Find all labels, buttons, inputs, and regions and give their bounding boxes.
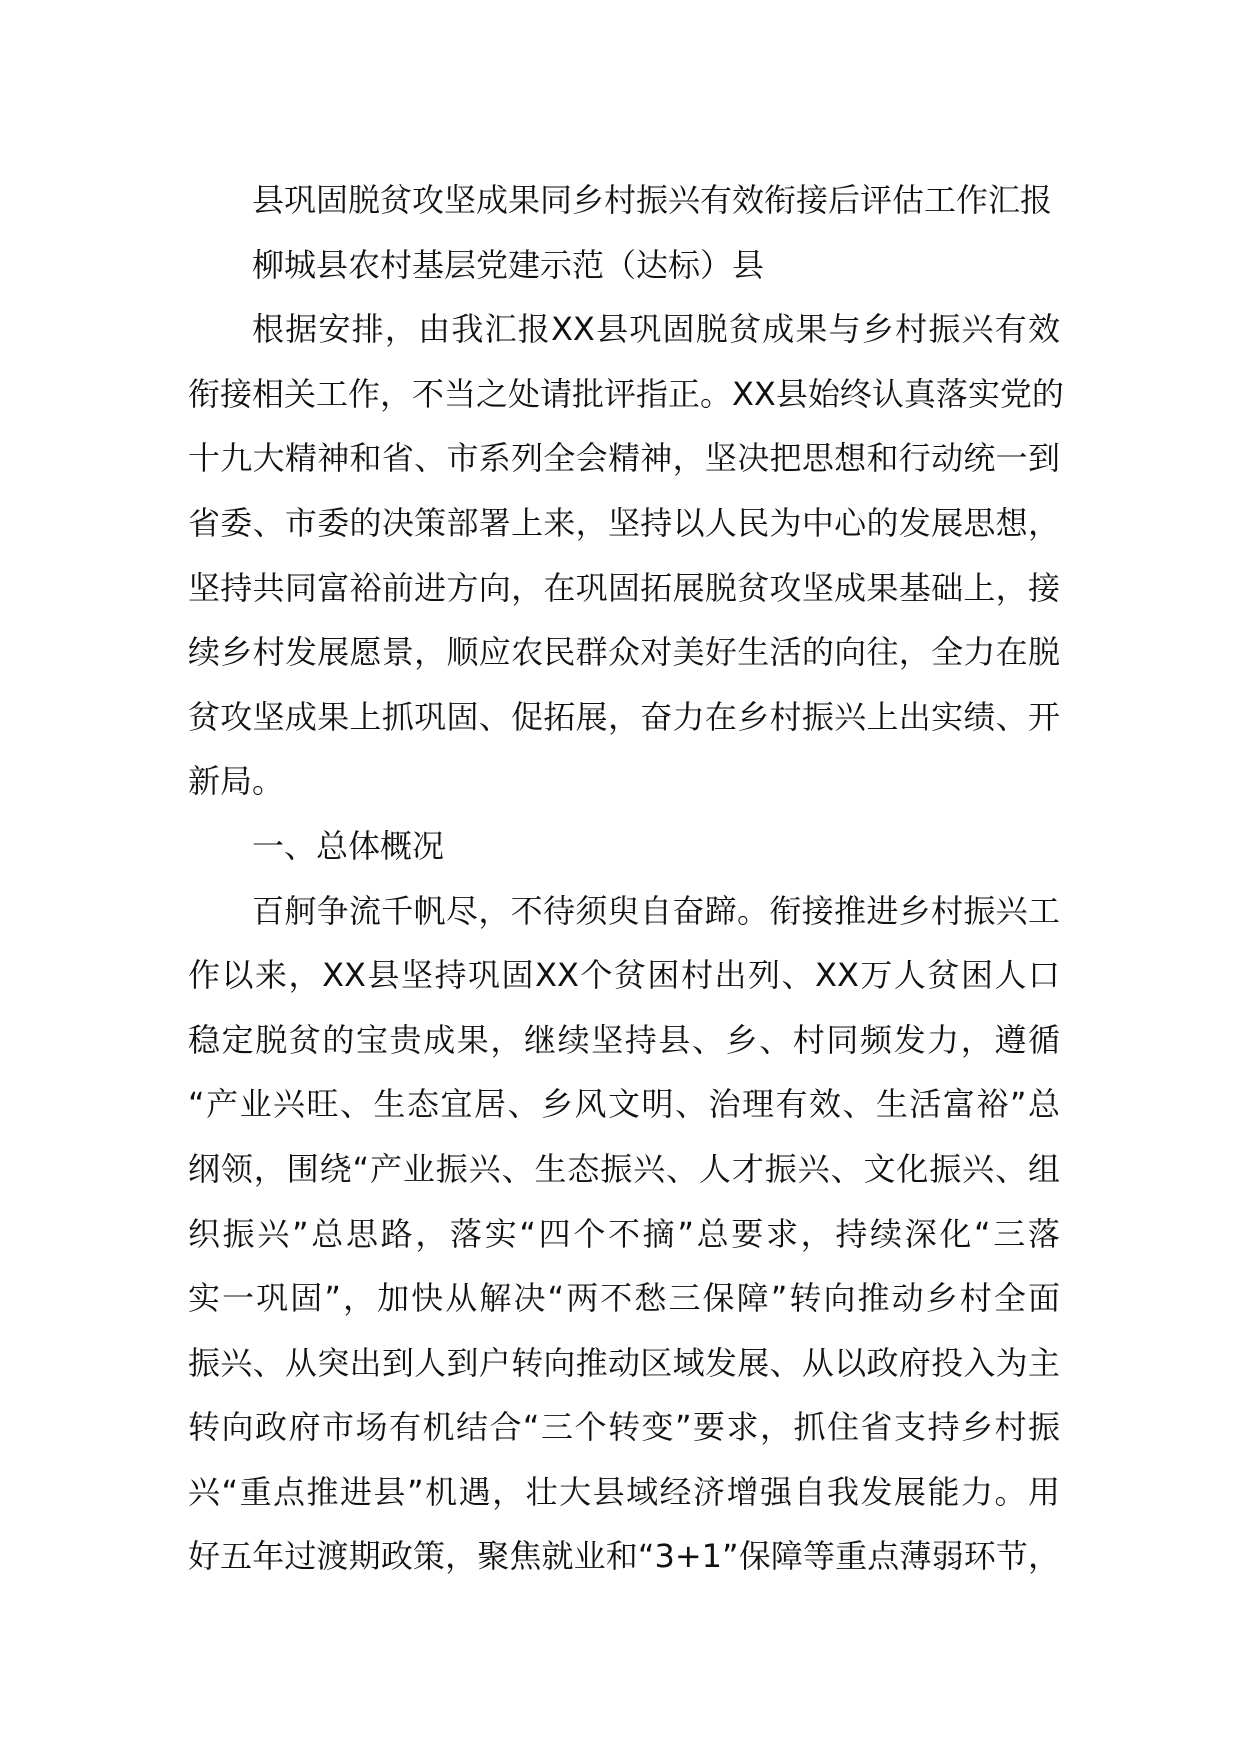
- paragraph-line: 振兴、从突出到人到户转向推动区域发展、从以政府投入为主: [188, 1343, 1060, 1382]
- paragraph-line: 纲领，围绕“产业振兴、生态振兴、人才振兴、文化振兴、组: [188, 1149, 1060, 1188]
- paragraph-line: 续乡村发展愿景，顺应农民群众对美好生活的向往，全力在脱: [188, 633, 1060, 672]
- paragraph-line: 作以来，XX县坚持巩固XX个贫困村出列、XX万人贫困人口: [188, 956, 1060, 995]
- paragraph-line: 新局。: [188, 762, 285, 801]
- paragraph-line: 兴“重点推进县”机遇，壮大县域经济增强自我发展能力。用: [188, 1472, 1060, 1511]
- paragraph-line: 百舸争流千帆尽，不待须臾自奋蹄。衔接推进乡村振兴工: [252, 891, 1060, 930]
- document-body: [188, 168, 1064, 1589]
- paragraph-line: 省委、市委的决策部署上来，坚持以人民为中心的发展思想，: [188, 503, 1060, 542]
- document-subtitle: 柳城县农村基层党建示范（达标）县: [252, 245, 765, 284]
- paragraph-line: 衔接相关工作，不当之处请批评指正。XX县始终认真落实党的: [188, 374, 1064, 413]
- paragraph-line: 实一巩固”，加快从解决“两不愁三保障”转向推动乡村全面: [188, 1279, 1060, 1318]
- paragraph-line: 稳定脱贫的宝贵成果，继续坚持县、乡、村同频发力，遵循: [188, 1020, 1060, 1059]
- paragraph-line: 十九大精神和省、市系列全会精神，坚决把思想和行动统一到: [188, 439, 1060, 478]
- paragraph-line: 坚持共同富裕前进方向，在巩固拓展脱贫攻坚成果基础上，接: [188, 568, 1060, 607]
- paragraph-line: 转向政府市场有机结合“三个转变”要求，抓住省支持乡村振: [188, 1408, 1060, 1447]
- document-title: 县巩固脱贫攻坚成果同乡村振兴有效衔接后评估工作汇报: [252, 181, 1053, 219]
- paragraph-line: 根据安排，由我汇报XX县巩固脱贫成果与乡村振兴有效: [252, 310, 1060, 349]
- paragraph-line: 好五年过渡期政策，聚焦就业和“3+1”保障等重点薄弱环节，: [188, 1537, 1060, 1576]
- paragraph-line: 贫攻坚成果上抓巩固、促拓展，奋力在乡村振兴上出实绩、开: [188, 697, 1060, 736]
- paragraph-line: 织振兴”总思路，落实“四个不摘”总要求，持续深化“三落: [188, 1214, 1060, 1253]
- section-heading: 一、总体概况: [252, 826, 445, 865]
- paragraph-line: “产业兴旺、生态宜居、乡风文明、治理有效、生活富裕”总: [188, 1085, 1060, 1124]
